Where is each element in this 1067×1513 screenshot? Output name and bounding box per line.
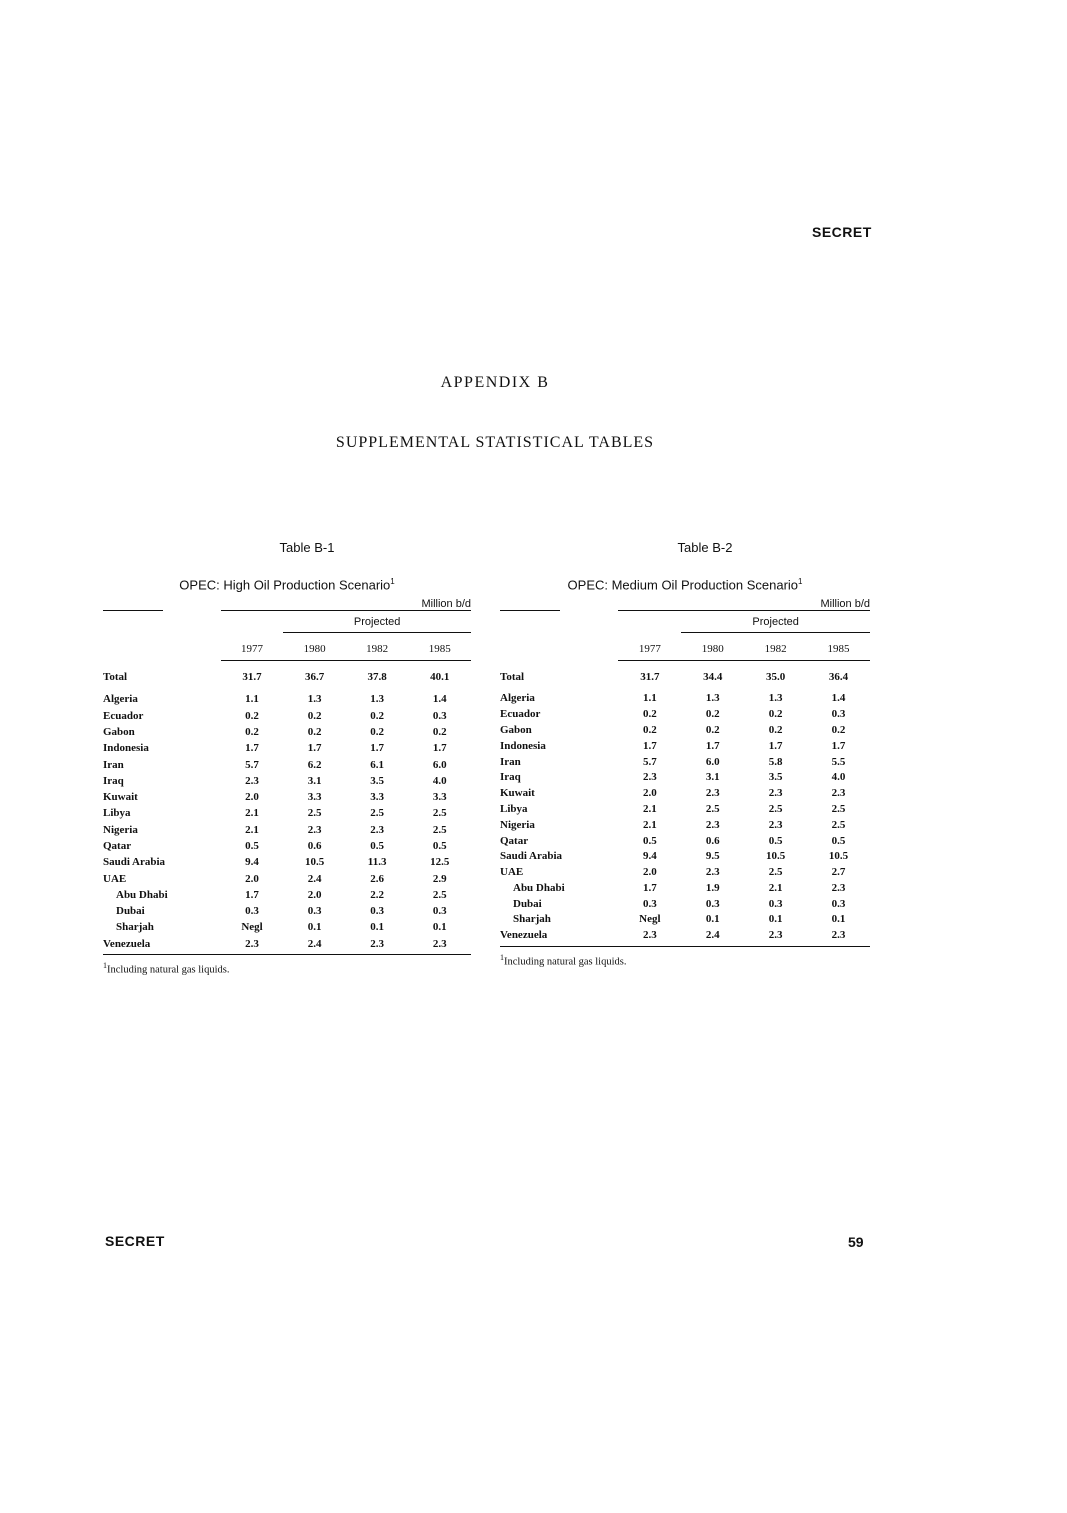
cell-value: 5.7	[642, 755, 657, 768]
cell-value: 0.2	[831, 723, 846, 736]
cell-value: 0.1	[370, 921, 384, 934]
table-b2	[500, 540, 870, 968]
data-table	[103, 610, 471, 955]
total-value: 37.8	[367, 671, 387, 684]
cell-value: 2.5	[768, 802, 783, 815]
cell-value: Negl	[639, 913, 661, 926]
table-row	[103, 903, 471, 919]
cell-value: 0.3	[432, 905, 447, 918]
cell-value: 0.3	[831, 897, 846, 910]
cell-value: 3.3	[307, 791, 322, 804]
year-header: 1982	[764, 643, 787, 656]
country-name: Nigeria	[103, 823, 138, 836]
table-row	[103, 789, 471, 805]
cell-value: 0.2	[370, 709, 384, 722]
cell-value: 0.3	[307, 905, 322, 918]
cell-value: 3.3	[432, 791, 447, 804]
cell-value: 1.7	[245, 888, 259, 901]
cell-value: 1.7	[642, 739, 657, 752]
table-row	[500, 881, 870, 897]
country-name: Algeria	[103, 693, 138, 706]
country-name: Libya	[500, 802, 528, 815]
cell-value: 2.3	[831, 787, 846, 800]
table-number: Table B-1	[279, 540, 335, 555]
cell-value: 2.4	[307, 937, 322, 950]
cell-value: 0.6	[705, 834, 720, 847]
cell-value: 2.3	[307, 823, 322, 836]
cell-value: 3.1	[307, 774, 322, 787]
country-name: Iran	[103, 758, 124, 771]
title-footnote-mark: 1	[390, 577, 395, 586]
cell-value: 2.3	[370, 823, 384, 836]
appendix-subtitle: SUPPLEMENTAL STATISTICAL TABLES	[335, 434, 655, 451]
cell-value: 2.3	[245, 774, 259, 787]
cell-value: 2.3	[768, 787, 783, 800]
projected-label: Projected	[283, 611, 471, 633]
cell-value: 2.6	[370, 872, 384, 885]
total-value: 31.7	[242, 671, 262, 684]
country-name: Indonesia	[500, 739, 546, 752]
cell-value: 6.0	[705, 755, 720, 768]
table-unit: Million b/d	[820, 598, 870, 611]
table-row	[103, 919, 471, 935]
cell-value: 2.5	[432, 807, 447, 820]
cell-value: 2.5	[432, 823, 447, 836]
table-row	[103, 822, 471, 838]
cell-value: 10.5	[304, 856, 325, 869]
total-label: Total	[103, 671, 128, 684]
year-header: 1985	[428, 643, 451, 656]
table-b1	[103, 540, 471, 976]
table-row	[500, 723, 870, 739]
year-header: 1977	[638, 643, 661, 656]
country-name: Abu Dhabi	[513, 881, 565, 894]
cell-value: 11.3	[367, 856, 387, 869]
cell-value: 2.1	[642, 802, 657, 815]
country-name: Iraq	[103, 774, 124, 787]
cell-value: 6.1	[370, 758, 384, 771]
country-name: Venezuela	[103, 937, 151, 950]
cell-value: 2.3	[245, 937, 259, 950]
cell-value: 2.5	[831, 818, 846, 831]
cell-value: 1.7	[370, 742, 384, 755]
cell-value: Negl	[241, 921, 263, 934]
cell-value: 2.1	[245, 823, 259, 836]
cell-value: 1.7	[432, 742, 447, 755]
cell-value: 1.3	[307, 693, 322, 706]
year-header: 1980	[701, 643, 724, 656]
cell-value: 0.3	[432, 709, 447, 722]
country-name: Abu Dhabi	[116, 888, 168, 901]
table-row	[500, 834, 870, 850]
cell-value: 0.2	[768, 723, 783, 736]
cell-value: 2.0	[245, 872, 259, 885]
cell-value: 0.2	[705, 723, 720, 736]
cell-value: 0.5	[370, 840, 384, 852]
country-name: Ecuador	[103, 709, 144, 722]
footnote-text: Including natural gas liquids.	[107, 964, 230, 976]
table-unit: Million b/d	[421, 598, 471, 611]
cell-value: 1.4	[432, 693, 447, 706]
country-name: Gabon	[500, 723, 532, 736]
cell-value: 0.6	[307, 840, 322, 852]
table-row	[103, 854, 471, 870]
table-title-text: OPEC: High Oil Production Scenario	[179, 577, 391, 593]
cell-value: 5.5	[831, 755, 846, 768]
table-row	[500, 707, 870, 723]
cell-value: 0.5	[831, 834, 846, 847]
bottom-rule	[500, 946, 870, 947]
country-name: Gabon	[103, 725, 135, 738]
cell-value: 2.4	[705, 929, 720, 942]
cell-value: 0.3	[370, 905, 384, 918]
country-name: UAE	[103, 872, 127, 885]
country-name: Saudi Arabia	[103, 856, 166, 869]
table-title-text: OPEC: Medium Oil Production Scenario	[567, 577, 799, 593]
year-header: 1980	[303, 643, 326, 656]
cell-value: 2.5	[831, 802, 846, 815]
cell-value: 0.2	[705, 708, 720, 721]
total-value: 36.4	[828, 671, 849, 684]
cell-value: 0.1	[432, 921, 447, 934]
cell-value: 0.2	[768, 708, 783, 721]
cell-value: 0.1	[307, 921, 322, 934]
table-row	[500, 849, 870, 865]
cell-value: 0.5	[768, 834, 783, 847]
cell-value: 0.2	[245, 709, 259, 722]
country-name: Algeria	[500, 692, 535, 705]
data-table	[500, 610, 870, 947]
table-row	[103, 838, 471, 854]
cell-value: 0.2	[642, 723, 657, 736]
cell-value: 6.0	[432, 758, 447, 771]
cell-value: 1.1	[245, 693, 259, 706]
cell-value: 0.1	[831, 913, 846, 926]
cell-value: 2.3	[705, 787, 720, 800]
country-name: Ecuador	[500, 708, 541, 721]
table-row	[103, 757, 471, 773]
total-row	[500, 661, 870, 691]
cell-value: 0.3	[768, 897, 783, 910]
cell-value: 2.1	[642, 818, 657, 831]
cell-value: 0.3	[245, 905, 259, 918]
total-value: 35.0	[765, 671, 786, 684]
cell-value: 2.1	[768, 881, 783, 894]
cell-value: 2.3	[642, 929, 657, 942]
cell-value: 2.5	[432, 888, 447, 901]
cell-value: 5.8	[768, 755, 783, 768]
cell-value: 6.2	[307, 758, 322, 771]
table-row	[103, 724, 471, 740]
year-header-row	[500, 633, 870, 660]
table-row	[500, 770, 870, 786]
table-row	[103, 936, 471, 952]
cell-value: 0.2	[245, 725, 259, 738]
cell-value: 1.3	[705, 692, 720, 705]
footnote-mark: 1	[103, 961, 107, 971]
table-row	[103, 740, 471, 756]
cell-value: 2.3	[705, 818, 720, 831]
cell-value: 0.5	[245, 840, 259, 852]
country-name: Saudi Arabia	[500, 850, 563, 863]
cell-value: 2.3	[831, 881, 846, 894]
country-name: Sharjah	[513, 913, 551, 926]
cell-value: 2.5	[705, 802, 720, 815]
total-value: 34.4	[703, 671, 723, 684]
cell-value: 0.3	[705, 897, 720, 910]
table-footnote	[500, 953, 870, 968]
cell-value: 0.2	[642, 708, 657, 721]
cell-value: 0.1	[768, 913, 783, 926]
table-row	[500, 802, 870, 818]
table-row	[500, 786, 870, 802]
page-number: 59	[848, 1234, 864, 1250]
cell-value: 1.7	[831, 739, 846, 752]
country-name: Sharjah	[116, 921, 154, 934]
cell-value: 3.5	[768, 771, 783, 784]
cell-value: 1.7	[642, 881, 657, 894]
cell-value: 0.2	[307, 725, 322, 738]
cell-value: 0.1	[705, 913, 720, 926]
cell-value: 1.4	[831, 692, 846, 705]
table-row	[500, 912, 870, 928]
cell-value: 1.7	[705, 739, 720, 752]
country-name: Kuwait	[103, 791, 138, 804]
footnote-mark: 1	[500, 953, 504, 963]
cell-value: 1.3	[370, 693, 384, 706]
cell-value: 2.9	[432, 872, 447, 885]
cell-value: 2.1	[245, 807, 259, 820]
cell-value: 1.7	[245, 742, 259, 755]
country-name: Nigeria	[500, 818, 535, 831]
table-row	[103, 691, 471, 707]
classification-footer: SECRET	[105, 1233, 165, 1249]
year-header: 1977	[241, 643, 264, 656]
cell-value: 2.5	[307, 807, 322, 820]
table-row	[500, 818, 870, 834]
cell-value: 2.3	[705, 866, 720, 879]
cell-value: 9.4	[642, 850, 657, 863]
country-name: Dubai	[116, 905, 145, 918]
bottom-rule	[103, 954, 471, 955]
cell-value: 0.3	[642, 897, 657, 910]
cell-value: 2.2	[370, 888, 384, 901]
table-row	[500, 897, 870, 913]
cell-value: 2.5	[768, 866, 783, 879]
total-row	[103, 661, 471, 691]
cell-value: 2.0	[245, 791, 259, 804]
cell-value: 10.5	[828, 850, 849, 863]
cell-value: 0.5	[432, 840, 447, 852]
cell-value: 1.3	[768, 692, 783, 705]
cell-value: 2.7	[831, 866, 846, 879]
cell-value: 3.3	[370, 791, 384, 804]
country-name: Qatar	[500, 834, 529, 847]
cell-value: 4.0	[831, 771, 846, 784]
country-name: Libya	[103, 807, 131, 820]
cell-value: 4.0	[432, 774, 447, 787]
cell-value: 2.3	[432, 937, 447, 950]
footnote-text: Including natural gas liquids.	[504, 956, 627, 968]
cell-value: 1.9	[705, 881, 720, 894]
projected-label: Projected	[681, 611, 870, 633]
table-row	[103, 708, 471, 724]
table-row	[103, 773, 471, 789]
cell-value: 12.5	[430, 856, 450, 869]
total-value: 31.7	[640, 671, 660, 684]
cell-value: 2.0	[307, 888, 322, 901]
table-title	[103, 577, 471, 592]
title-footnote-mark: 1	[798, 577, 803, 586]
table-row	[500, 691, 870, 707]
table-row	[500, 755, 870, 771]
country-name: UAE	[500, 866, 524, 879]
cell-value: 1.1	[642, 692, 657, 705]
cell-value: 0.2	[432, 725, 447, 738]
cell-value: 9.5	[705, 850, 720, 863]
cell-value: 2.3	[768, 929, 783, 942]
country-name: Iraq	[500, 771, 521, 784]
cell-value: 3.5	[370, 774, 384, 787]
country-name: Qatar	[103, 840, 132, 852]
cell-value: 3.1	[705, 771, 720, 784]
year-header: 1982	[366, 643, 389, 656]
cell-value: 0.2	[370, 725, 384, 738]
cell-value: 0.5	[642, 834, 657, 847]
table-row	[500, 865, 870, 881]
cell-value: 5.7	[245, 758, 259, 771]
table-row	[500, 739, 870, 755]
total-label: Total	[500, 671, 525, 684]
cell-value: 2.4	[307, 872, 322, 885]
cell-value: 2.5	[370, 807, 384, 820]
table-footnote	[103, 961, 471, 976]
cell-value: 1.7	[768, 739, 783, 752]
country-name: Venezuela	[500, 929, 548, 942]
table-title	[500, 577, 870, 592]
appendix-title: APPENDIX B	[440, 374, 550, 391]
table-row	[500, 928, 870, 944]
year-header-row	[103, 633, 471, 660]
cell-value: 0.3	[831, 708, 846, 721]
cell-value: 2.3	[642, 771, 657, 784]
country-name: Iran	[500, 755, 521, 768]
table-row	[103, 887, 471, 903]
cell-value: 2.3	[831, 929, 846, 942]
year-header: 1985	[827, 643, 850, 656]
table-row	[103, 805, 471, 821]
country-name: Kuwait	[500, 787, 535, 800]
country-name: Indonesia	[103, 742, 149, 755]
cell-value: 2.3	[768, 818, 783, 831]
cell-value: 1.7	[307, 742, 322, 755]
table-row	[103, 871, 471, 887]
cell-value: 2.3	[370, 937, 384, 950]
total-value: 40.1	[430, 671, 450, 684]
cell-value: 2.0	[642, 866, 657, 879]
classification-header: SECRET	[812, 224, 872, 240]
table-number: Table B-2	[677, 540, 733, 555]
total-value: 36.7	[304, 671, 325, 684]
cell-value: 0.2	[307, 709, 322, 722]
cell-value: 2.0	[642, 787, 657, 800]
cell-value: 10.5	[765, 850, 786, 863]
country-name: Dubai	[513, 897, 542, 910]
cell-value: 9.4	[245, 856, 259, 869]
